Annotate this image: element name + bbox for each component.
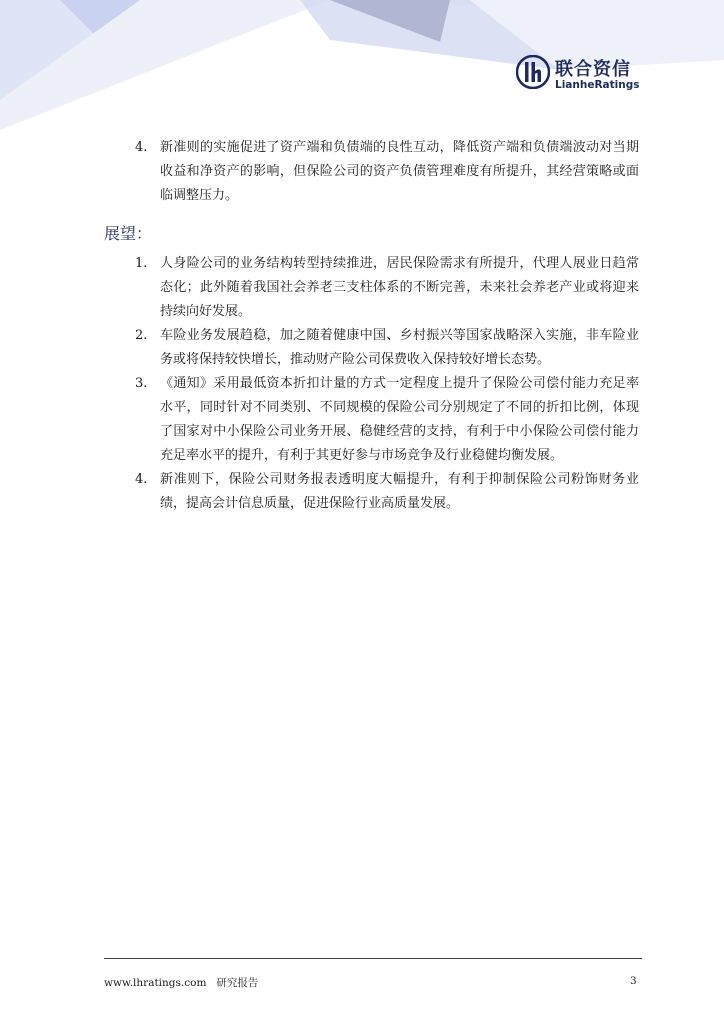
list-number: 3.	[135, 376, 148, 391]
footer-website-link[interactable]: www.lhratings.com	[104, 977, 207, 989]
list-text: 车险业务发展趋稳，加之随着健康中国、乡村振兴等国家战略深入实施，非车险业务或将保持较快增长，推动财产险公司保费收入保持较好增长态势。	[160, 328, 639, 367]
list-item	[0, 252, 724, 324]
previous-section-list	[0, 136, 724, 208]
list-item	[0, 136, 724, 208]
footer-report-label: 研究报告	[216, 977, 259, 989]
logo-chinese-name: 联合资信	[555, 59, 631, 80]
list-text: 《通知》采用最低资本折扣计量的方式一定程度上提升了保险公司偿付能力充足率水平，同时针对不同类别、不同规模的保险公司分别规定了不同的折扣比例，体现了国家对中小保险公司业务开展、稳健经营的支持，有利于中小保险公司偿付能力充足率水平的提升，有利于其更好参与市场竞争及行业稳健均衡发展。	[160, 376, 639, 463]
footer-divider	[104, 958, 642, 959]
list-number: 2.	[135, 328, 148, 343]
page-number: 3	[630, 975, 637, 987]
lianhe-logo-icon	[516, 55, 550, 89]
list-number: 4.	[135, 140, 148, 155]
list-text: 新准则下，保险公司财务报表透明度大幅提升，有利于抑制保险公司粉饰财务业绩，提高会计信息质量，促进保险行业高质量发展。	[160, 472, 639, 511]
list-item	[0, 324, 724, 372]
logo-english-name: LianheRatings	[555, 79, 640, 91]
list-number: 4.	[135, 472, 148, 487]
lianhe-logo	[516, 55, 646, 95]
list-item	[0, 468, 724, 516]
list-item	[0, 372, 724, 468]
footer-source	[104, 975, 258, 990]
list-text: 人身险公司的业务结构转型持续推进，居民保险需求有所提升，代理人展业日趋常态化；此外随着我国社会养老三支柱体系的不断完善，未来社会养老产业或将迎来持续向好发展。	[160, 256, 639, 319]
list-text: 新准则的实施促进了资产端和负债端的良性互动，降低资产端和负债端波动对当期收益和净资产的影响，但保险公司的资产负债管理难度有所提升，其经营策略或面临调整压力。	[160, 140, 639, 203]
section-title-outlook: 展望：	[104, 224, 153, 243]
list-number: 1.	[135, 256, 148, 271]
outlook-list	[0, 252, 724, 516]
